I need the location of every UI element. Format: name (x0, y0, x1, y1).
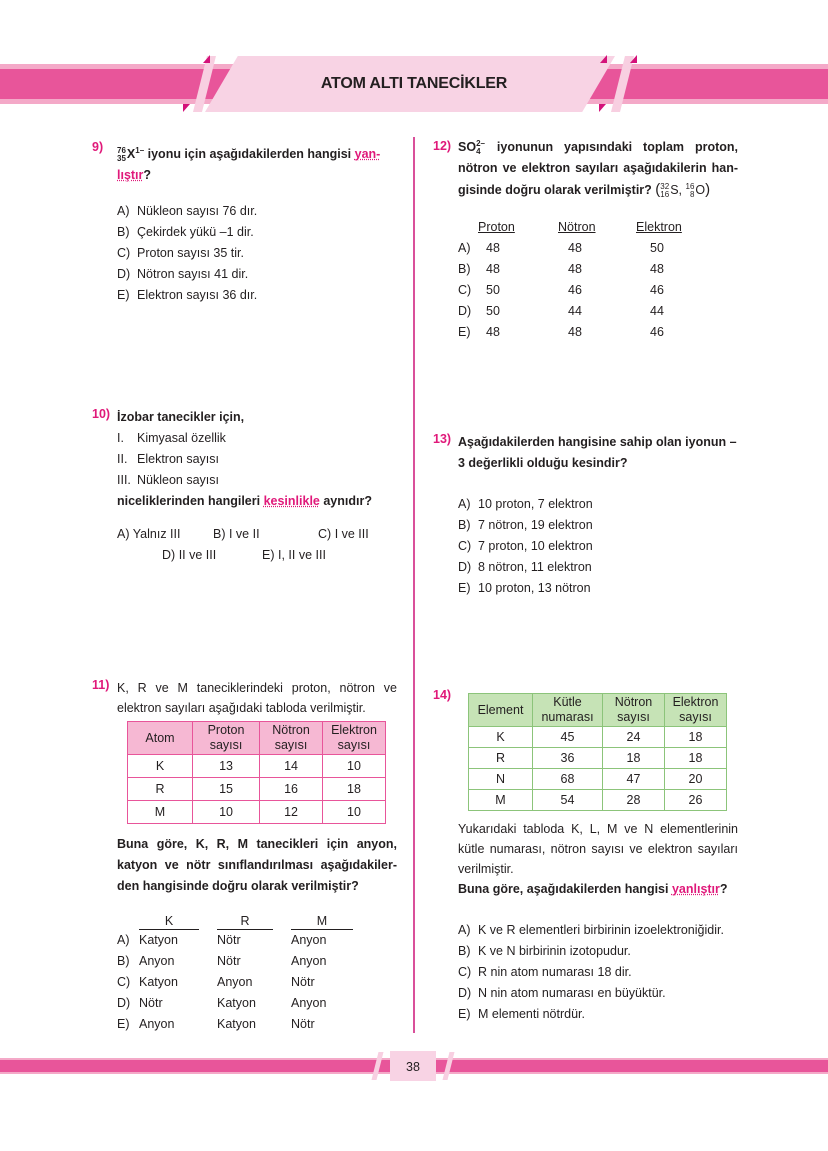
table-row: M 10 12 10 (128, 801, 386, 824)
question-text: Yukarıdaki tabloda K, L, M ve N elementlerinin kütle numarası, nötron sayısı ve elektron sayıları verilmiştir. (458, 822, 738, 876)
banner-triangle (600, 55, 607, 63)
page-title: ATOM ALTI TANECİKLER (320, 75, 508, 92)
option-b[interactable]: B) Çekirdek yükü –1 dir. (117, 225, 254, 240)
option-b[interactable]: B) 7 nötron, 19 elektron (458, 518, 593, 532)
option-e[interactable]: E) (458, 325, 471, 339)
answer-options (92, 201, 397, 306)
table-row: R 15 16 18 (128, 778, 386, 801)
table-row: R 36 18 18 (469, 748, 727, 769)
question-number: 11) (92, 678, 110, 692)
table-row: K 45 24 18 (469, 727, 727, 748)
banner-triangle (183, 104, 190, 112)
column-divider (413, 137, 415, 1033)
emphasis: yanlıştır (671, 882, 720, 896)
option-c[interactable]: C) I ve III (318, 527, 369, 541)
option-d[interactable]: D) N nin atom numarası en büyüktür. (458, 986, 666, 1000)
option-d[interactable]: D) Nötron sayısı 41 dir. (117, 267, 249, 282)
table-header-row: Atom Proton sayısı Nötron sayısı Elektron sayısı (128, 722, 386, 755)
option-c[interactable]: C) R nin atom numarası 18 dir. (458, 965, 632, 979)
option-b[interactable]: B) I ve II (213, 527, 260, 541)
question-stem: 76 35 $X^{1-}$ iyonu için aşağıdakilerden hangisi yan- lıştır? (117, 145, 381, 183)
option-c[interactable]: C) 7 proton, 10 elektron (458, 539, 593, 553)
emphasis: yan- (354, 147, 381, 162)
option-e[interactable]: E) M elementi nötrdür. (458, 1007, 585, 1021)
question-12 (433, 137, 738, 343)
option-d[interactable]: D) (117, 996, 131, 1010)
option-a[interactable]: A) Yalnız III (117, 527, 181, 541)
option-a[interactable]: A) Nükleon sayısı 76 dır. (117, 204, 258, 219)
formula: SO 2– 4 (458, 138, 485, 156)
option-a[interactable]: A) (458, 241, 471, 255)
question-11 (92, 678, 397, 1035)
banner-triangle (599, 104, 606, 112)
isotope-notation: 76 35 (117, 145, 126, 163)
option-c[interactable]: C) Proton sayısı 35 tir. (117, 246, 244, 261)
option-d[interactable]: D) II ve III (162, 548, 217, 562)
question-prompt: Buna göre, aşağıdakilerden hangisi yanlıştır? (458, 882, 728, 896)
statement-ii: II. Elektron sayısı (117, 452, 219, 466)
banner-triangle (203, 55, 210, 63)
option-c[interactable]: C) (117, 975, 131, 989)
statement-list (92, 428, 397, 491)
element-table (468, 693, 727, 811)
question-stem: SO 2– 4 iyonunun yapısındaki toplam proton, nötron ve elektron sayıları aşağıdakilerin han-gisinde doğru olarak verilmiştir? ( 32 16 S, 16 8 O) (458, 138, 738, 199)
given-isotopes: ( (655, 181, 661, 198)
option-a[interactable]: A) (117, 933, 130, 947)
option-b[interactable]: B) K ve N birbirinin izotopudur. (458, 944, 631, 958)
question-14 (433, 688, 738, 1025)
answer-options (433, 494, 738, 599)
emphasis: kesinlikle (263, 494, 320, 508)
question-number: 14) (433, 688, 452, 702)
table-row: N 68 47 20 (469, 769, 727, 790)
option-e[interactable]: E) I, II ve III (262, 548, 326, 562)
option-b[interactable]: B) (117, 954, 130, 968)
answer-grid: K R M A) Katyon Nötr Anyon B) Anyon Nötr Anyon C) Katyon Anyon Nötr D) Nötr Katyon Anyon E) Anyon Katyon Nötr (92, 913, 397, 1035)
table-row: M 54 28 26 (469, 790, 727, 811)
answer-grid: Proton Nötron Elektron A) 48 48 50 B) 48 48 48 C) 50 46 46 D) 50 44 44 E) 48 48 46 (433, 217, 738, 343)
option-b[interactable]: B) (458, 262, 471, 276)
question-stem: Aşağıdakilerden hangisine sahip olan iyonun –3 değerlikli olduğu kesindir? (458, 435, 737, 470)
question-13 (433, 432, 738, 599)
page-number: 38 (406, 1060, 420, 1074)
option-a[interactable]: A) K ve R elementleri birbirinin izoelektroniğidir. (458, 923, 724, 937)
footer-banner (0, 1048, 828, 1088)
option-e[interactable]: E) Elektron sayısı 36 dır. (117, 288, 258, 303)
question-number: 9) (92, 140, 104, 154)
question-prompt: Buna göre, K, R, M tanecikleri için anyon, katyon ve nötr sınıflandırılması aşağıdakiler-den hangisinde doğru olarak verilmiştir? (117, 837, 397, 893)
header-banner (0, 40, 828, 120)
option-c[interactable]: C) (458, 283, 472, 297)
table-header-row: Element Kütle numarası Nötron sayısı Elektron sayısı (469, 694, 727, 727)
emphasis: lıştır (117, 168, 144, 183)
option-d[interactable]: D) 8 nötron, 11 elektron (458, 560, 592, 574)
banner-triangle (630, 55, 637, 63)
question-prompt: niceliklerinden hangileri kesinlikle aynıdır? (117, 494, 372, 508)
particle-table (127, 721, 386, 824)
question-number: 10) (92, 407, 111, 421)
option-a[interactable]: A) 10 proton, 7 elektron (458, 497, 593, 511)
statement-i: I. Kimyasal özellik (117, 431, 226, 445)
question-10 (92, 407, 397, 570)
question-intro: K, R ve M taneciklerindeki proton, nötron ve elektron sayıları aşağıdaki tabloda verilmiştir. (117, 681, 397, 715)
question-9 (92, 140, 397, 306)
option-d[interactable]: D) (458, 304, 472, 318)
question-number: 12) (433, 139, 452, 153)
statement-iii: III. Nükleon sayısı (117, 473, 219, 487)
question-stem: İzobar tanecikler için, (117, 410, 245, 424)
option-e[interactable]: E) (117, 1017, 130, 1031)
table-row: K 13 14 10 (128, 755, 386, 778)
answer-options (92, 524, 397, 570)
answer-options (433, 920, 738, 1025)
option-e[interactable]: E) 10 proton, 13 nötron (458, 581, 591, 595)
question-number: 13) (433, 432, 452, 446)
